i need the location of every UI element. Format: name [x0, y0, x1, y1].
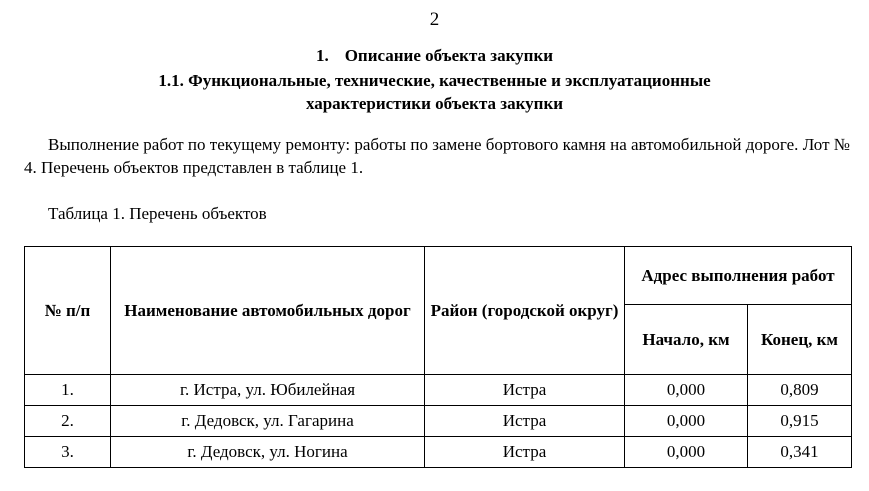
table-caption: Таблица 1. Перечень объектов — [48, 204, 267, 223]
header-num: № п/п — [25, 247, 111, 375]
cell-road: г. Дедовск, ул. Ногина — [111, 437, 425, 468]
cell-start: 0,000 — [625, 406, 748, 437]
subsection-heading — [0, 69, 869, 115]
cell-district: Истра — [425, 437, 625, 468]
objects-table — [24, 246, 852, 468]
header-road-name: Наименование автомобильных дорог — [111, 247, 425, 375]
cell-end: 0,915 — [748, 406, 852, 437]
header-end: Конец, км — [748, 305, 852, 375]
table-row — [25, 406, 852, 437]
cell-district: Истра — [425, 375, 625, 406]
table-row — [25, 375, 852, 406]
section-title: Описание объекта закупки — [344, 46, 554, 65]
subsection-title-line1: 1.1. Функциональные, технические, качественные и эксплуатационные — [158, 71, 711, 90]
cell-road: г. Истра, ул. Юбилейная — [111, 375, 425, 406]
cell-road: г. Дедовск, ул. Гагарина — [111, 406, 425, 437]
subsection-title-line2: характеристики объекта закупки — [305, 94, 564, 113]
section-number: 1. — [315, 46, 329, 65]
header-address: Адрес выполнения работ — [625, 247, 852, 305]
cell-end: 0,809 — [748, 375, 852, 406]
table-header-row — [25, 247, 852, 305]
header-start: Начало, км — [625, 305, 748, 375]
page-number: 2 — [429, 9, 440, 30]
cell-num: 1. — [25, 375, 111, 406]
header-district: Район (городской округ) — [425, 247, 625, 375]
cell-start: 0,000 — [625, 375, 748, 406]
cell-num: 2. — [25, 406, 111, 437]
cell-num: 3. — [25, 437, 111, 468]
table-row — [25, 437, 852, 468]
cell-district: Истра — [425, 406, 625, 437]
section-heading — [0, 46, 869, 66]
intro-paragraph: Выполнение работ по текущему ремонту: работы по замене бортового камня на автомобильной дороге. Лот № 4. Перечень объектов представлен в таблице 1. — [24, 135, 850, 177]
cell-end: 0,341 — [748, 437, 852, 468]
cell-start: 0,000 — [625, 437, 748, 468]
